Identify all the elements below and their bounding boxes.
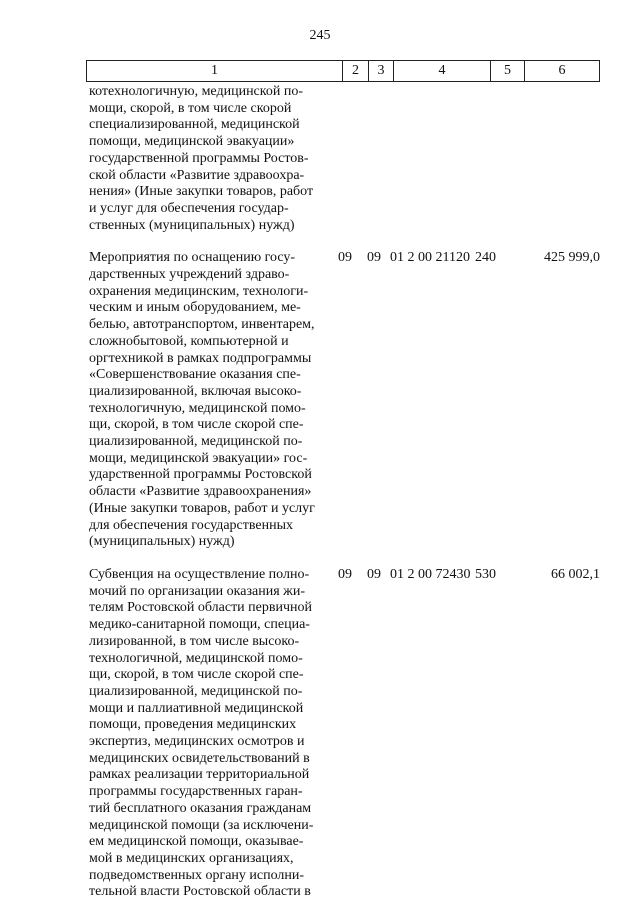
header-col-6: 6	[558, 63, 566, 78]
subsection-code: 09	[367, 566, 381, 582]
expense-type-code: 530	[475, 566, 496, 582]
expense-type-code: 240	[475, 250, 496, 266]
description-line: медицинских освидетельствований в	[89, 750, 310, 766]
row-description	[86, 250, 335, 551]
description-line: экспертиз, медицинских осмотров и	[89, 734, 305, 750]
description-line: помощи, медицинской эвакуации»	[89, 134, 295, 150]
description-line: и услуг для обеспечения государ-	[89, 200, 289, 216]
description-line: ственных (муниципальных) нужд)	[89, 217, 295, 233]
section-code: 09	[338, 566, 352, 582]
description-line: (муниципальных) нужд)	[89, 534, 235, 550]
description-line: телям Ростовской области первичной	[89, 600, 313, 616]
row-description	[86, 84, 335, 234]
description-line: мощи и паллиативной медицинской	[89, 700, 304, 716]
description-line: помощи, проведения медицинских	[89, 717, 297, 733]
description-line: ударственной программы Ростовской	[89, 467, 312, 483]
description-line: нения» (Иные закупки товаров, работ	[89, 184, 314, 200]
description-line: медицинской помощи (за исключени-	[89, 817, 314, 833]
description-line: «Совершенствование оказания спе-	[89, 367, 301, 383]
description-line: мощи, медицинской эвакуации» гос-	[89, 450, 308, 466]
description-line: лизированной, в том числе высоко-	[89, 633, 300, 649]
row-codes	[335, 250, 600, 551]
description-line: ем медицинской помощи, оказывае-	[89, 834, 304, 850]
description-line: белью, автотранспортом, инвентарем,	[89, 317, 315, 333]
description-line: технологичную, медицинской помо-	[89, 400, 306, 416]
description-line: области «Развитие здравоохранения»	[89, 484, 312, 500]
description-line: ческим и иным оборудованием, ме-	[89, 300, 301, 316]
description-line: ской области «Развитие здравоохра-	[89, 167, 305, 183]
table-row	[86, 84, 600, 234]
description-line: охранения медицинским, технологи-	[89, 283, 309, 299]
description-line: для обеспечения государственных	[89, 517, 293, 533]
row-codes	[335, 84, 600, 234]
description-line: сложнобытовой, компьютерной и	[89, 333, 289, 349]
description-line: циализированной, включая высоко-	[89, 383, 302, 399]
description-line: технологичной, медицинской помо-	[89, 650, 303, 666]
description-line: Субвенция на осуществление полно-	[89, 566, 310, 582]
description-line: тельной власти Ростовской области в	[89, 884, 311, 900]
table-row	[86, 250, 600, 551]
page-number: 245	[309, 28, 331, 43]
subsection-code: 09	[367, 250, 381, 266]
description-line: мой в медицинских организациях,	[89, 850, 294, 866]
description-line: мощи, скорой, в том числе скорой	[89, 100, 292, 116]
header-col-1: 1	[87, 61, 343, 81]
target-article-code: 01 2 00 72430	[390, 566, 471, 582]
description-line: щи, скорой, в том числе скорой спе-	[89, 667, 304, 683]
table-body	[86, 84, 600, 901]
description-line: государственной программы Ростов-	[89, 150, 309, 166]
description-line: щи, скорой, в том числе скорой спе-	[89, 417, 304, 433]
description-line: подведомственных органу исполни-	[89, 867, 305, 883]
description-line: тий бесплатного оказания гражданам	[89, 800, 312, 816]
header-col-5: 5	[491, 61, 525, 81]
description-line: медико-санитарной помощи, специа-	[89, 617, 310, 633]
description-line: циализированной, медицинской по-	[89, 434, 303, 450]
header-col-4: 4	[394, 61, 491, 81]
description-line: программы государственных гаран-	[89, 784, 303, 800]
description-line: мочий по организации оказания жи-	[89, 583, 305, 599]
description-line: оргтехникой в рамках подпрограммы	[89, 350, 312, 366]
description-line: Мероприятия по оснащению госу-	[89, 250, 296, 266]
table-row	[86, 567, 600, 901]
header-col-2: 2	[343, 61, 369, 81]
target-article-code: 01 2 00 21120	[390, 250, 470, 266]
amount-value: 425 999,0	[544, 250, 600, 266]
section-code: 09	[338, 250, 352, 266]
description-line: рамках реализации территориальной	[89, 767, 310, 783]
description-line: котехнологичную, медицинской по-	[89, 84, 304, 99]
header-col-3: 3	[369, 61, 394, 81]
row-codes	[335, 567, 600, 901]
description-line: (Иные закупки товаров, работ и услуг	[89, 500, 315, 516]
row-description	[86, 567, 335, 901]
description-line: циализированной, медицинской по-	[89, 683, 303, 699]
description-line: специализированной, медицинской	[89, 117, 300, 133]
amount-value: 66 002,1	[551, 566, 600, 582]
description-line: дарственных учреждений здраво-	[89, 267, 290, 283]
table-header-row	[86, 60, 600, 82]
